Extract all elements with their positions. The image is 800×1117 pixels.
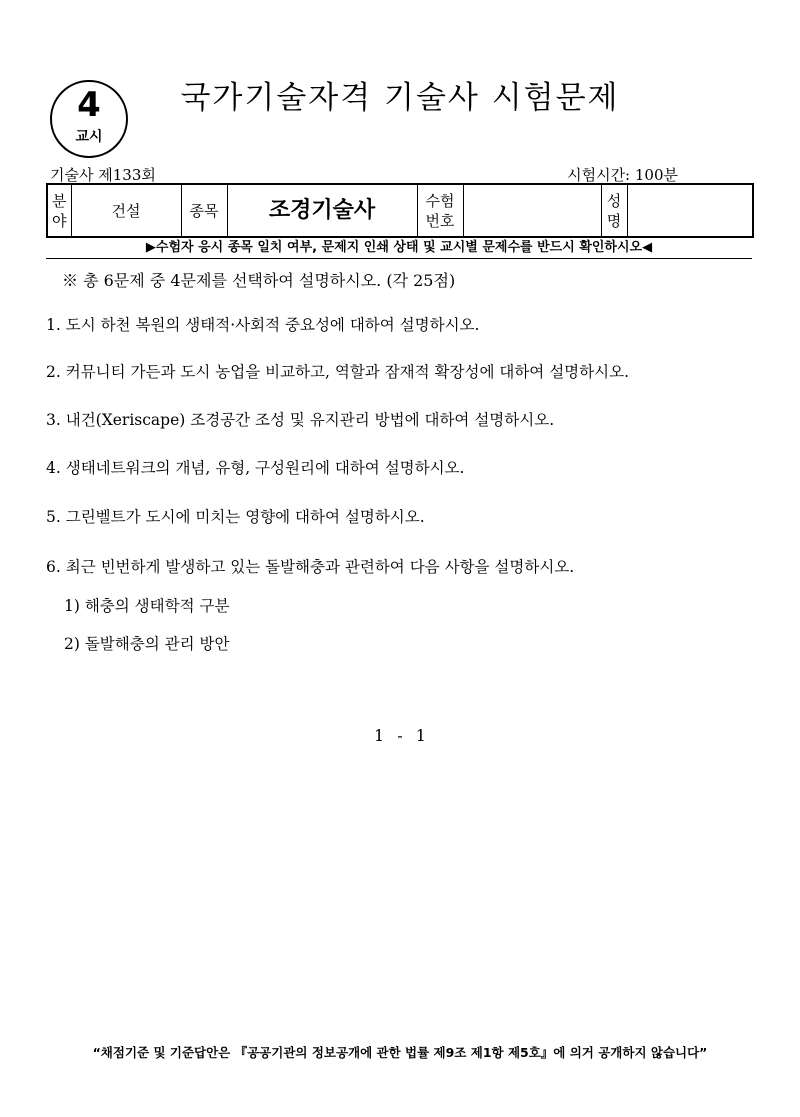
period-number: 4 [77, 85, 101, 125]
exam-number-field[interactable] [463, 184, 601, 237]
question-6: 6. 최근 빈번하게 발생하고 있는 돌발해충과 관련하여 다음 사항을 설명하시오. [46, 558, 575, 576]
exam-number-label [417, 184, 463, 237]
footer-note: “채점기준 및 기준답안은 『공공기관의 정보공개에 관한 법률 제9조 제1항 제5호』에 의거 공개하지 않습니다” [92, 1045, 708, 1060]
field-value: 건설 [71, 184, 181, 237]
period-badge [50, 80, 128, 158]
question-3: 3. 내건(Xeriscape) 조경공간 조성 및 유지관리 방법에 대하여 설명하시오. [46, 411, 555, 429]
question-2: 2. 커뮤니티 가든과 도시 농업을 비교하고, 역할과 잠재적 확장성에 대하여 설명하시오. [46, 363, 629, 381]
field-label [47, 184, 71, 237]
category-value: 조경기술사 [227, 184, 417, 237]
name-label-text: 성 명 [606, 191, 622, 230]
exam-info-table [46, 183, 754, 238]
period-label: 교시 [75, 129, 103, 145]
notice-banner: ▶수험자 응시 종목 일치 여부, 문제지 인쇄 상태 및 교시별 문제수를 반드시 확인하시오◀ [46, 238, 752, 259]
page-title: 국가기술자격 기술사 시험문제 [180, 80, 620, 116]
category-label: 종목 [181, 184, 227, 237]
name-label [601, 184, 627, 237]
exam-number-label-text: 수험 번호 [425, 191, 455, 230]
name-field[interactable] [627, 184, 753, 237]
question-5: 5. 그린벨트가 도시에 미치는 영향에 대하여 설명하시오. [46, 508, 425, 526]
field-label-text: 분 야 [52, 191, 67, 230]
page-number: 1 - 1 [374, 726, 426, 745]
exam-time: 시험시간: 100분 [567, 166, 678, 184]
question-1: 1. 도시 하천 복원의 생태적·사회적 중요성에 대하여 설명하시오. [46, 316, 480, 334]
exam-type: 기술사 제133회 [50, 166, 156, 184]
instruction: ※ 총 6문제 중 4문제를 선택하여 설명하시오. (각 25점) [62, 271, 456, 290]
sub-item-2: 2) 돌발해충의 관리 방안 [64, 635, 230, 653]
question-4: 4. 생태네트워크의 개념, 유형, 구성원리에 대하여 설명하시오. [46, 459, 465, 477]
sub-item-1: 1) 해충의 생태학적 구분 [64, 597, 230, 615]
